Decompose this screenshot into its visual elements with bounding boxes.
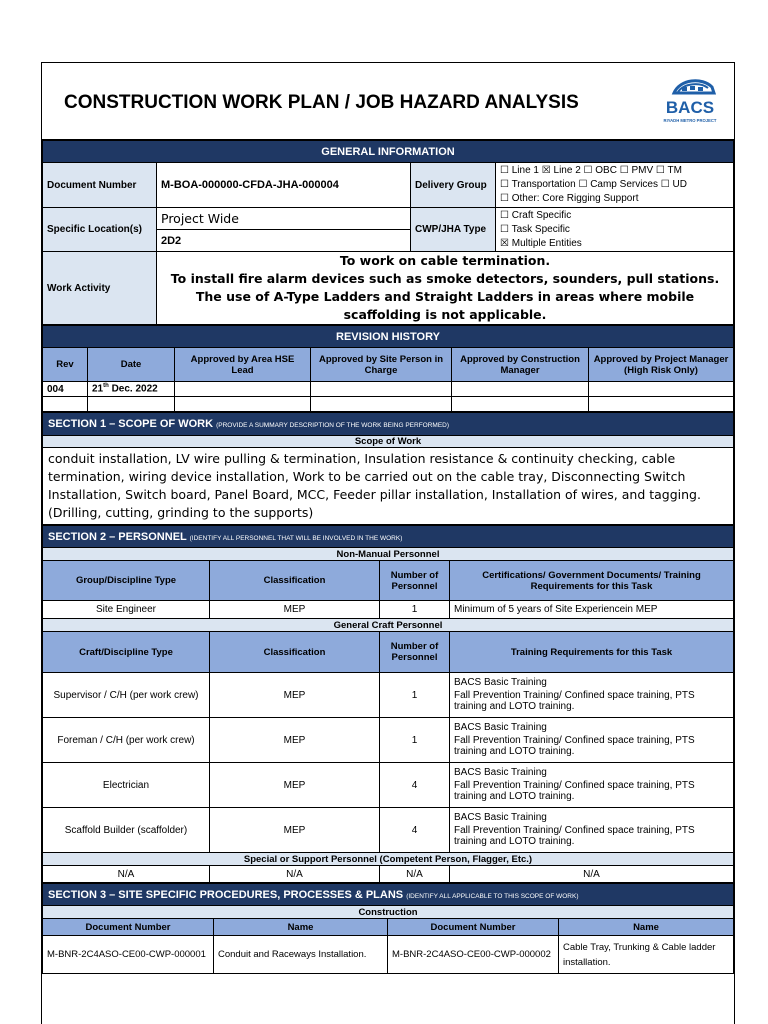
construction-subheading: Construction (43, 906, 734, 919)
scope-of-work-text: conduit installation, LV wire pulling & termination, Insulation resistance & continuity checking, cable termination, wiring device installation, Work to be carried out on the cable tray, Disconnecting Switch Installation, Switch board, Panel Board, MCC, Feeder pillar installation, Installation of wires, and tagging. (Drilling, cutting, grinding to the supports) (43, 448, 734, 525)
section1-table (42, 412, 734, 525)
special-personnel-subheading: Special or Support Personnel (Competent Person, Flagger, Etc.) (43, 853, 734, 866)
table-row: N/A N/A N/A N/A (43, 866, 734, 883)
cwp-option-multiple: ☒ Multiple Entities (500, 237, 582, 249)
table-row: Electrician MEP 4 BACS Basic Training Fall Prevention Training/ Confined space training, PTS training and LOTO training. (43, 763, 734, 808)
date-col-header: Date (88, 348, 175, 382)
work-activity-text (157, 252, 734, 325)
doc-number-value: M-BOA-000000-CFDA-JHA-000004 (157, 163, 411, 208)
training-col-header: Training Requirements for this Task (450, 632, 734, 673)
revision-history-table (42, 325, 734, 412)
craft-col-header: Craft/Discipline Type (43, 632, 210, 673)
title-bar (42, 63, 734, 140)
doc-col-header-2: Document Number (388, 919, 559, 936)
cwp-option-task: ☐ Task Specific (500, 223, 570, 235)
work-activity-line-2: To install fire alarm devices such as smoke detectors, sounders, pull stations. (170, 271, 720, 286)
class-col-header: Classification (210, 561, 380, 601)
delivery-group-options (496, 163, 734, 208)
cwp-type-label: CWP/JHA Type (411, 208, 496, 252)
non-manual-subheading: Non-Manual Personnel (43, 548, 734, 561)
logo-text: BACS (665, 98, 715, 117)
section3-table (42, 883, 734, 974)
document-title: CONSTRUCTION WORK PLAN / JOB HAZARD ANALYSIS (64, 92, 579, 113)
section2-heading: SECTION 2 – PERSONNEL (IDENTIFY ALL PERSONNEL THAT WILL BE INVOLVED IN THE WORK) (43, 526, 734, 548)
table-row: Scaffold Builder (scaffolder) MEP 4 BACS Basic Training Fall Prevention Training/ Confined space training, PTS training and LOTO training. (43, 808, 734, 853)
section2-table (42, 525, 734, 883)
doc-number-label: Document Number (43, 163, 157, 208)
rev-col-header: Rev (43, 348, 88, 382)
craft-num-col-header: Number of Personnel (380, 632, 450, 673)
work-activity-label: Work Activity (43, 252, 157, 325)
delivery-options-line3: ☐ Other: Core Rigging Support (500, 193, 639, 204)
date-value: 21th Dec. 2022 (88, 382, 175, 397)
num-col-header: Number of Personnel (380, 561, 450, 601)
logo-subtitle: RIYADH METRO PROJECT (663, 118, 717, 123)
table-row: Site Engineer MEP 1 Minimum of 5 years of Site Experiencein MEP (43, 601, 734, 619)
work-activity-line-1: To work on cable termination. (339, 253, 551, 268)
delivery-options-line2: ☐ Transportation ☐ Camp Services ☐ UD (500, 179, 687, 190)
group-col-header: Group/Discipline Type (43, 561, 210, 601)
cwp-option-craft: ☐ Craft Specific (500, 209, 572, 221)
location-value-2: 2D2 (157, 230, 411, 252)
site-col-header: Approved by Site Person in Charge (311, 348, 452, 382)
table-row: Foreman / C/H (per work crew) MEP 1 BACS Basic Training Fall Prevention Training/ Confined space training, PTS training and LOTO training. (43, 718, 734, 763)
craft-class-col-header: Classification (210, 632, 380, 673)
scope-subheading: Scope of Work (43, 436, 734, 448)
section3-heading: SECTION 3 – SITE SPECIFIC PROCEDURES, PROCESSES & PLANS (IDENTIFY ALL APPLICABLE TO THIS SCOPE OF WORK) (43, 884, 734, 906)
general-craft-subheading: General Craft Personnel (43, 619, 734, 632)
pm-col-header: Approved by Project Manager (High Risk Only) (589, 348, 734, 382)
section1-heading: SECTION 1 – SCOPE OF WORK (PROVIDE A SUMMARY DESCRIPTION OF THE WORK BEING PERFORMED) (43, 413, 734, 436)
delivery-group-label: Delivery Group (411, 163, 496, 208)
name-col-header-2: Name (559, 919, 734, 936)
name-col-header-1: Name (214, 919, 388, 936)
work-activity-line-3: The use of A-Type Ladders and Straight Ladders in areas where mobile scaffolding is not applicable. (195, 289, 695, 322)
table-row: Supervisor / C/H (per work crew) MEP 1 BACS Basic Training Fall Prevention Training/ Confined space training, PTS training and LOTO training. (43, 673, 734, 718)
table-row: M-BNR-2C4ASO-CE00-CWP-000001 Conduit and Raceways Installation. M-BNR-2C4ASO-CE00-CWP-000002 Cable Tray, Trunking & Cable ladder installation. (43, 936, 734, 974)
cm-col-header: Approved by Construction Manager (452, 348, 589, 382)
doc-col-header-1: Document Number (43, 919, 214, 936)
general-info-table (42, 140, 734, 325)
cert-col-header: Certifications/ Government Documents/ Training Requirements for this Task (450, 561, 734, 601)
revision-heading: REVISION HISTORY (43, 326, 734, 348)
document-page (41, 62, 735, 1024)
general-info-heading: GENERAL INFORMATION (43, 141, 734, 163)
hse-col-header: Approved by Area HSE Lead (175, 348, 311, 382)
cwp-type-options (496, 208, 734, 252)
rev-value: 004 (43, 382, 88, 397)
location-label: Specific Location(s) (43, 208, 157, 252)
bacs-logo (656, 73, 724, 129)
location-value-1: Project Wide (157, 208, 411, 230)
delivery-options-line1: ☐ Line 1 ☒ Line 2 ☐ OBC ☐ PMV ☐ TM (500, 165, 682, 176)
